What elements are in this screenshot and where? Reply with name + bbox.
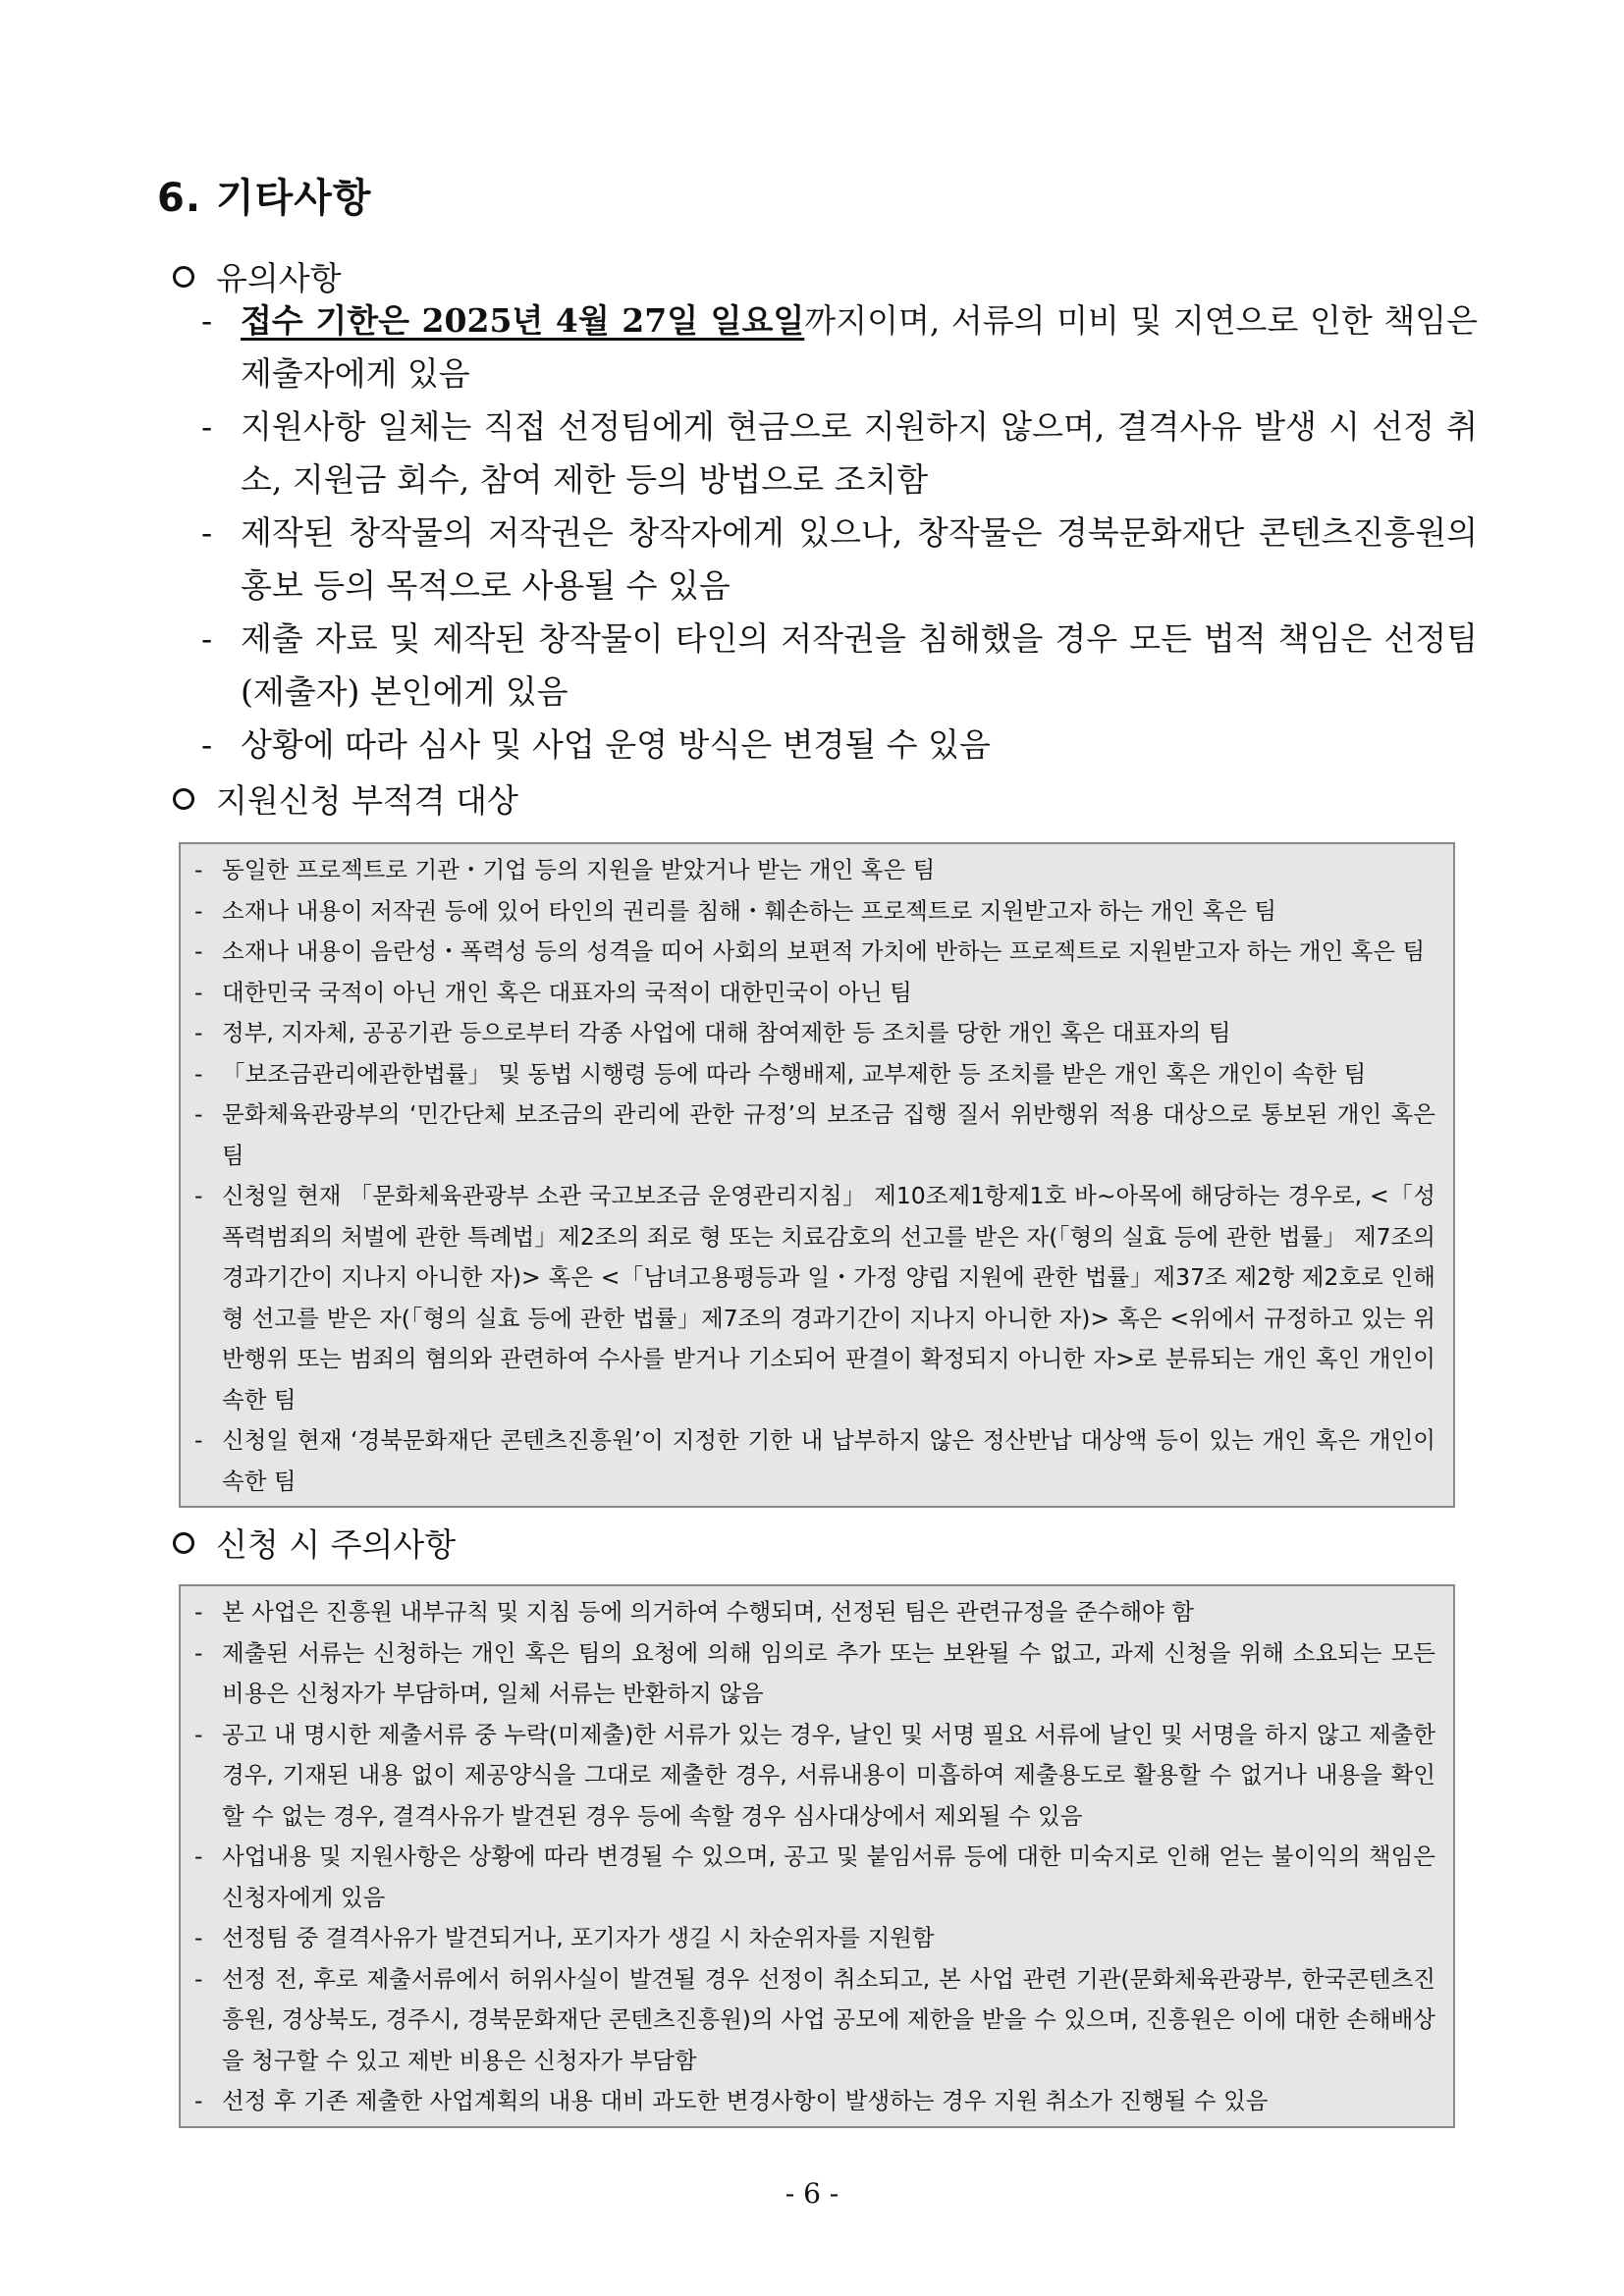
section-caution-title: 신청 시 주의사항 xyxy=(216,1525,457,1564)
list-item: - 사업내용 및 지원사항은 상황에 따라 변경될 수 있으며, 공고 및 붙임서류 등에 대한 미숙지로 인해 얻는 불이익의 책임은 신청자에게 있음 xyxy=(194,1837,1435,1918)
section-caution-heading xyxy=(173,1520,456,1566)
dash-marker: - xyxy=(194,1426,203,1454)
note-item xyxy=(201,507,1478,613)
section-ineligible-title: 지원신청 부적격 대상 xyxy=(216,781,518,820)
note-item xyxy=(201,400,1478,507)
note-text: 제작된 창작물의 저작권은 창작자에게 있으나, 창작물은 경북문화재단 콘텐츠진흥원의 홍보 등의 목적으로 사용될 수 있음 xyxy=(241,513,1478,605)
section-notes-heading xyxy=(173,253,342,299)
list-item: - 신청일 현재 「문화체육관광부 소관 국고보조금 운영관리지침」 제10조제1항제1호 바~아목에 해당하는 경우로, <「성폭력범죄의 처벌에 관한 특례법」제2조의 죄로 형 또는 치료감호의 선고를 받은 자(「형의 실효 등에 관한 법률」 제7조의 경과기간이 지나지 아니한 자)> 혹은 <「남녀고용평등과 일・가정 양립 지원에 관한 법률」제37조 제2항 제2호로 인해 형 선고를 받은 자(「형의 실효 등에 관한 법률」제7조의 경과기간이 지나지 아니한 자)> 혹은 <위에서 규정하고 있는 위반행위 또는 범죄의 혐의와 관련하여 수사를 받거나 기소되어 판결이 확정되지 아니한 자>로 분류되는 개인 혹인 개인이 속한 팀 xyxy=(194,1176,1435,1420)
dash-marker: - xyxy=(194,1598,203,1626)
note-text: 까지이며, 서류의 미비 및 지연으로 인한 책임은 제출자에게 있음 xyxy=(241,301,1478,393)
ineligible-box xyxy=(179,842,1455,1508)
dash-marker: - xyxy=(194,1842,203,1870)
list-item: - 문화체육관광부의 ‘민간단체 보조금의 관리에 관한 규정’의 보조금 집행 질서 위반행위 적용 대상으로 통보된 개인 혹은 팀 xyxy=(194,1095,1435,1176)
list-item: - 정부, 지자체, 공공기관 등으로부터 각종 사업에 대해 참여제한 등 조치를 당한 개인 혹은 대표자의 팀 xyxy=(194,1013,1435,1054)
circle-bullet-icon xyxy=(173,266,194,288)
deadline-emphasis: 접수 기한은 2025년 4월 27일 일요일 xyxy=(241,301,805,340)
note-text: 제출 자료 및 제작된 창작물이 타인의 저작권을 침해했을 경우 모든 법적 책임은 선정팀(제출자) 본인에게 있음 xyxy=(241,619,1478,711)
list-item: - 선정 후 기존 제출한 사업계획의 내용 대비 과도한 변경사항이 발생하는 경우 지원 취소가 진행될 수 있음 xyxy=(194,2081,1435,2122)
note-text: 지원사항 일체는 직접 선정팀에게 현금으로 지원하지 않으며, 결격사유 발생 시 선정 취소, 지원금 회수, 참여 제한 등의 방법으로 조치함 xyxy=(241,407,1478,499)
section-notes-title: 유의사항 xyxy=(216,259,342,297)
list-item: - 선정팀 중 결격사유가 발견되거나, 포기자가 생길 시 차순위자를 지원함 xyxy=(194,1918,1435,1959)
list-item: - 소재나 내용이 음란성・폭력성 등의 성격을 띠어 사회의 보편적 가치에 반하는 프로젝트로 지원받고자 하는 개인 혹은 팀 xyxy=(194,932,1435,973)
list-item: - 신청일 현재 ‘경북문화재단 콘텐츠진흥원’이 지정한 기한 내 납부하지 않은 정산반납 대상액 등이 있는 개인 혹은 개인이 속한 팀 xyxy=(194,1420,1435,1502)
list-item: - 「보조금관리에관한법률」 및 동법 시행령 등에 따라 수행배제, 교부제한 등 조치를 받은 개인 혹은 개인이 속한 팀 xyxy=(194,1054,1435,1095)
page-number: - 6 - xyxy=(785,2177,839,2210)
circle-bullet-icon xyxy=(173,788,194,810)
dash-marker: - xyxy=(194,1964,203,1993)
list-item: - 공고 내 명시한 제출서류 중 누락(미제출)한 서류가 있는 경우, 날인 및 서명 필요 서류에 날인 및 서명을 하지 않고 제출한 경우, 기재된 내용 없이 제공양식을 그대로 제출한 경우, 서류내용이 미흡하여 제출용도로 활용할 수 없거나 내용을 확인할 수 없는 경우, 결격사유가 발견된 경우 등에 속할 경우 심사대상에서 제외될 수 있음 xyxy=(194,1715,1435,1838)
list-item: - 본 사업은 진흥원 내부규칙 및 지침 등에 의거하여 수행되며, 선정된 팀은 관련규정을 준수해야 함 xyxy=(194,1592,1435,1633)
list-item: - 소재나 내용이 저작권 등에 있어 타인의 권리를 침해・훼손하는 프로젝트로 지원받고자 하는 개인 혹은 팀 xyxy=(194,891,1435,933)
dash-marker: - xyxy=(194,1019,203,1046)
dash-marker: - xyxy=(194,856,203,883)
dash-marker: - xyxy=(194,1924,203,1951)
dash-marker: - xyxy=(201,407,213,446)
dash-marker: - xyxy=(194,1638,203,1667)
section-ineligible-heading xyxy=(173,775,518,822)
dash-marker: - xyxy=(194,2087,203,2114)
list-item: - 동일한 프로젝트로 기관・기업 등의 지원을 받았거나 받는 개인 혹은 팀 xyxy=(194,850,1435,891)
caution-box xyxy=(179,1584,1455,2128)
note-text: 상황에 따라 심사 및 사업 운영 방식은 변경될 수 있음 xyxy=(241,725,991,764)
dash-marker: - xyxy=(194,937,203,965)
dash-marker: - xyxy=(194,978,203,1006)
dash-marker: - xyxy=(194,1720,203,1748)
dash-marker: - xyxy=(194,1182,203,1209)
notes-list xyxy=(201,294,1478,772)
list-item: - 대한민국 국적이 아닌 개인 혹은 대표자의 국적이 대한민국이 아닌 팀 xyxy=(194,973,1435,1014)
dash-marker: - xyxy=(194,1059,203,1088)
dash-marker: - xyxy=(194,896,203,925)
dash-marker: - xyxy=(201,513,213,552)
note-item xyxy=(201,294,1478,400)
list-item: - 제출된 서류는 신청하는 개인 혹은 팀의 요청에 의해 임의로 추가 또는 보완될 수 없고, 과제 신청을 위해 소요되는 모든 비용은 신청자가 부담하며, 일체 서류는 반환하지 않음 xyxy=(194,1633,1435,1715)
dash-marker: - xyxy=(201,619,213,658)
list-item: - 선정 전, 후로 제출서류에서 허위사실이 발견될 경우 선정이 취소되고, 본 사업 관련 기관(문화체육관광부, 한국콘텐츠진흥원, 경상북도, 경주시, 경북문화재단 콘텐츠진흥원)의 사업 공모에 제한을 받을 수 있으며, 진흥원은 이에 대한 손해배상을 청구할 수 있고 제반 비용은 신청자가 부담함 xyxy=(194,1959,1435,2082)
dash-marker: - xyxy=(201,725,213,764)
circle-bullet-icon xyxy=(173,1532,194,1554)
page-title: 6. 기타사항 xyxy=(157,176,372,221)
note-item xyxy=(201,613,1478,719)
dash-marker: - xyxy=(201,301,213,340)
dash-marker: - xyxy=(194,1100,203,1128)
note-item xyxy=(201,719,1478,772)
